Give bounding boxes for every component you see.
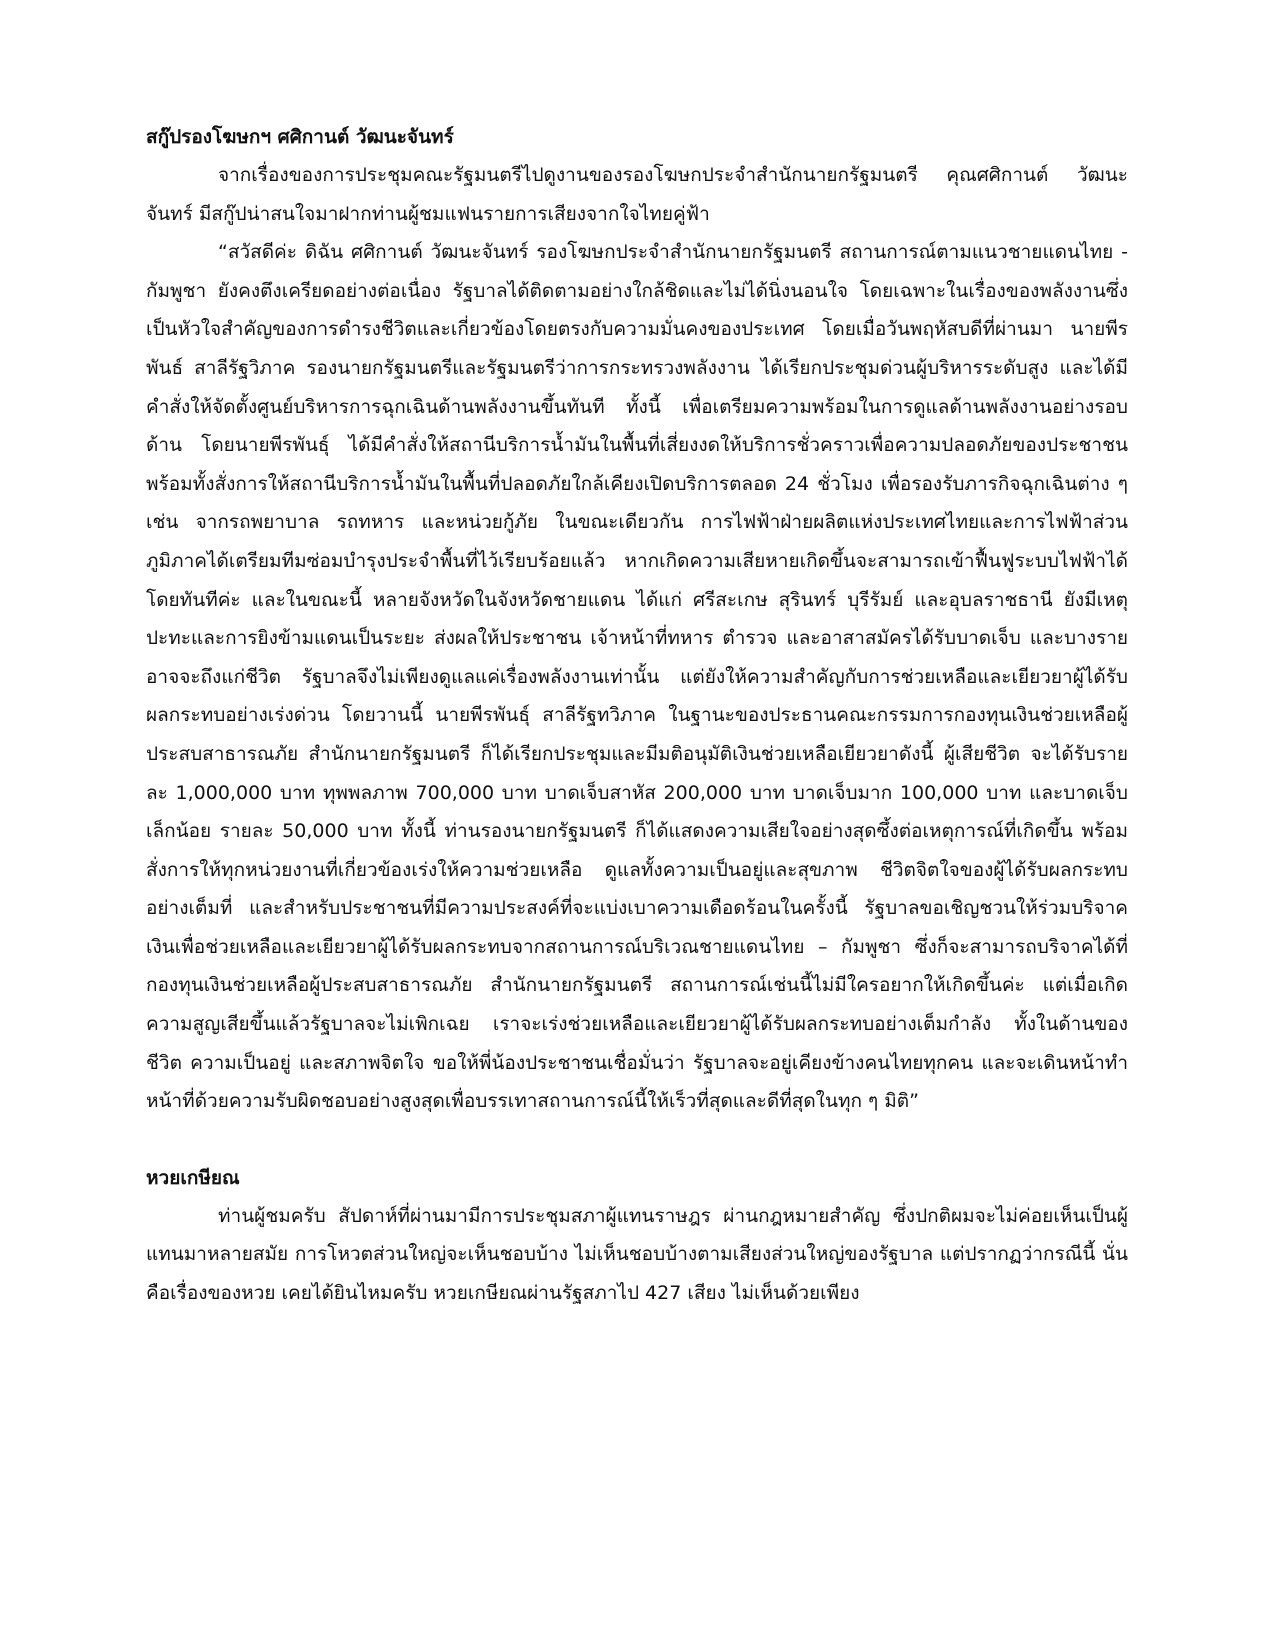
section-retirement-lottery (146, 1159, 1128, 1313)
quote-paragraph: “สวัสดีค่ะ ดิฉัน ศศิกานต์ วัฒนะจันทร์ รองโฆษกประจำสำนักนายกรัฐมนตรี สถานการณ์ตามแนวชายแดนไทย - กัมพูชา ยังคงตึงเครียดอย่างต่อเนื่อง รัฐบาลได้ติดตามอย่างใกล้ชิดและไม่ได้นิ่งนอนใจ โดยเฉพาะในเรื่องของพลังงานซึ่งเป็นหัวใจสำคัญของการดำรงชีวิตและเกี่ยวข้องโดยตรงกับความมั่นคงของประเทศ โดยเมื่อวันพฤหัสบดีที่ผ่านมา นายพีรพันธ์ สาลีรัฐวิภาค รองนายกรัฐมนตรีและรัฐมนตรีว่าการกระทรวงพลังงาน ได้เรียกประชุมด่วนผู้บริหารระดับสูง และได้มีคำสั่งให้จัดตั้งศูนย์บริหารการฉุกเฉินด้านพลังงานขึ้นทันที ทั้งนี้ เพื่อเตรียมความพร้อมในการดูแลด้านพลังงานอย่างรอบด้าน โดยนายพีรพันธุ์ ได้มีคำสั่งให้สถานีบริการน้ำมันในพื้นที่เสี่ยงงดให้บริการชั่วคราวเพื่อความปลอดภัยของประชาชน พร้อมทั้งสั่งการให้สถานีบริการน้ำมันในพื้นที่ปลอดภัยใกล้เคียงเปิดบริการตลอด 24 ชั่วโมง เพื่อรองรับภารกิจฉุกเฉินต่าง ๆ เช่น จากรถพยาบาล รถทหาร และหน่วยกู้ภัย ในขณะเดียวกัน การไฟฟ้าฝ่ายผลิตแห่งประเทศไทยและการไฟฟ้าส่วนภูมิภาคได้เตรียมทีมซ่อมบำรุงประจำพื้นที่ไว้เรียบร้อยแล้ว หากเกิดความเสียหายเกิดขึ้นจะสามารถเข้าฟื้นฟูระบบไฟฟ้าได้โดยทันทีค่ะ และในขณะนี้ หลายจังหวัดในจังหวัดชายแดน ได้แก่ ศรีสะเกษ สุรินทร์ บุรีรัมย์ และอุบลราชธานี ยังมีเหตุปะทะและการยิงข้ามแดนเป็นระยะ ส่งผลให้ประชาชน เจ้าหน้าที่ทหาร ตำรวจ และอาสาสมัครได้รับบาดเจ็บ และบางรายอาจจะถึงแก่ชีวิต รัฐบาลจึงไม่เพียงดูแลแค่เรื่องพลังงานเท่านั้น แต่ยังให้ความสำคัญกับการช่วยเหลือและเยียวยาผู้ได้รับผลกระทบอย่างเร่งด่วน โดยวานนี้ นายพีรพันธุ์ สาลีรัฐทวิภาค ในฐานะของประธานคณะกรรมการกองทุนเงินช่วยเหลือผู้ประสบสาธารณภัย สำนักนายกรัฐมนตรี ก็ได้เรียกประชุมและมีมติอนุมัติเงินช่วยเหลือเยียวยาดังนี้ ผู้เสียชีวิต จะได้รับรายละ 1,000,000 บาท ทุพพลภาพ 700,000 บาท บาดเจ็บสาหัส 200,000 บาท บาดเจ็บมาก 100,000 บาท และบาดเจ็บเล็กน้อย รายละ 50,000 บาท ทั้งนี้ ท่านรองนายกรัฐมนตรี ก็ได้แสดงความเสียใจอย่างสุดซึ้งต่อเหตุการณ์ที่เกิดขึ้น พร้อมสั่งการให้ทุกหน่วยงานที่เกี่ยวข้องเร่งให้ความช่วยเหลือ ดูแลทั้งความเป็นอยู่และสุขภาพ ชีวิตจิตใจของผู้ได้รับผลกระทบอย่างเต็มที่ และสำหรับประชาชนที่มีความประสงค์ที่จะแบ่งเบาความเดือดร้อนในครั้งนี้ รัฐบาลขอเชิญชวนให้ร่วมบริจาคเงินเพื่อช่วยเหลือและเยียวยาผู้ได้รับผลกระทบจากสถานการณ์บริเวณชายแดนไทย – กัมพูชา ซึ่งก็จะสามารถบริจาคได้ที่กองทุนเงินช่วยเหลือผู้ประสบสาธารณภัย สำนักนายกรัฐมนตรี สถานการณ์เช่นนี้ไม่มีใครอยากให้เกิดขึ้นค่ะ แต่เมื่อเกิดความสูญเสียขึ้นแล้วรัฐบาลจะไม่เพิกเฉย เราจะเร่งช่วยเหลือและเยียวยาผู้ได้รับผลกระทบอย่างเต็มกำลัง ทั้งในด้านของชีวิต ความเป็นอยู่ และสภาพจิตใจ ขอให้พี่น้องประชาชนเชื่อมั่นว่า รัฐบาลจะอยู่เคียงข้างคนไทยทุกคน และจะเดินหน้าทำหน้าที่ด้วยความรับผิดชอบอย่างสูงสุดเพื่อบรรเทาสถานการณ์นี้ให้เร็วที่สุดและดีที่สุดในทุก ๆ มิติ” (146, 241, 1128, 1113)
section-heading: สกู๊ปรองโฆษกฯ ศศิกานต์ วัฒนะจันทร์ (146, 126, 454, 148)
section-spokesperson-scoop (146, 118, 1128, 1121)
section-spacer (146, 1121, 1128, 1159)
section-heading: หวยเกษียณ (146, 1166, 240, 1189)
body-paragraph: ท่านผู้ชมครับ สัปดาห์ที่ผ่านมามีการประชุมสภาผู้แทนราษฎร ผ่านกฎหมายสำคัญ ซึ่งปกติผมจะไม่ค่อยเห็นเป็นผู้แทนมาหลายสมัย การโหวตส่วนใหญ่จะเห็นชอบบ้าง ไม่เห็นชอบบ้างตามเสียงส่วนใหญ่ของรัฐบาล แต่ปรากฏว่ากรณีนี้ นั่นคือเรื่องของหวย เคยได้ยินไหมครับ หวยเกษียณผ่านรัฐสภาไป 427 เสียง ไม่เห็นด้วยเพียง (146, 1204, 1128, 1305)
document-page (146, 118, 1128, 1618)
intro-paragraph: จากเรื่องของการประชุมคณะรัฐมนตรีไปดูงานของรองโฆษกประจำสำนักนายกรัฐมนตรี คุณศศิกานต์ วัฒนะจันทร์ มีสกู๊ปน่าสนใจมาฝากท่านผู้ชมแฟนรายการเสียงจากใจไทยคู่ฟ้า (146, 164, 1128, 225)
